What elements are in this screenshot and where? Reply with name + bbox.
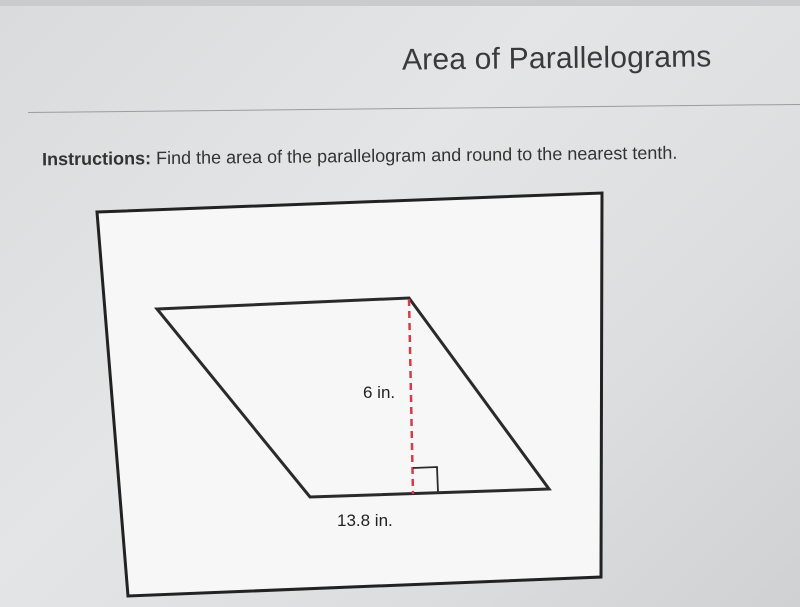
instructions-text: Find the area of the parallelogram and round to the nearest tenth.	[150, 142, 678, 169]
figure-panel	[97, 193, 602, 596]
height-label: 6 in.	[363, 383, 396, 402]
instructions-label: Instructions:	[41, 148, 152, 170]
page-title: Area of Parallelograms	[401, 40, 712, 77]
base-label: 13.8 in.	[337, 511, 393, 530]
